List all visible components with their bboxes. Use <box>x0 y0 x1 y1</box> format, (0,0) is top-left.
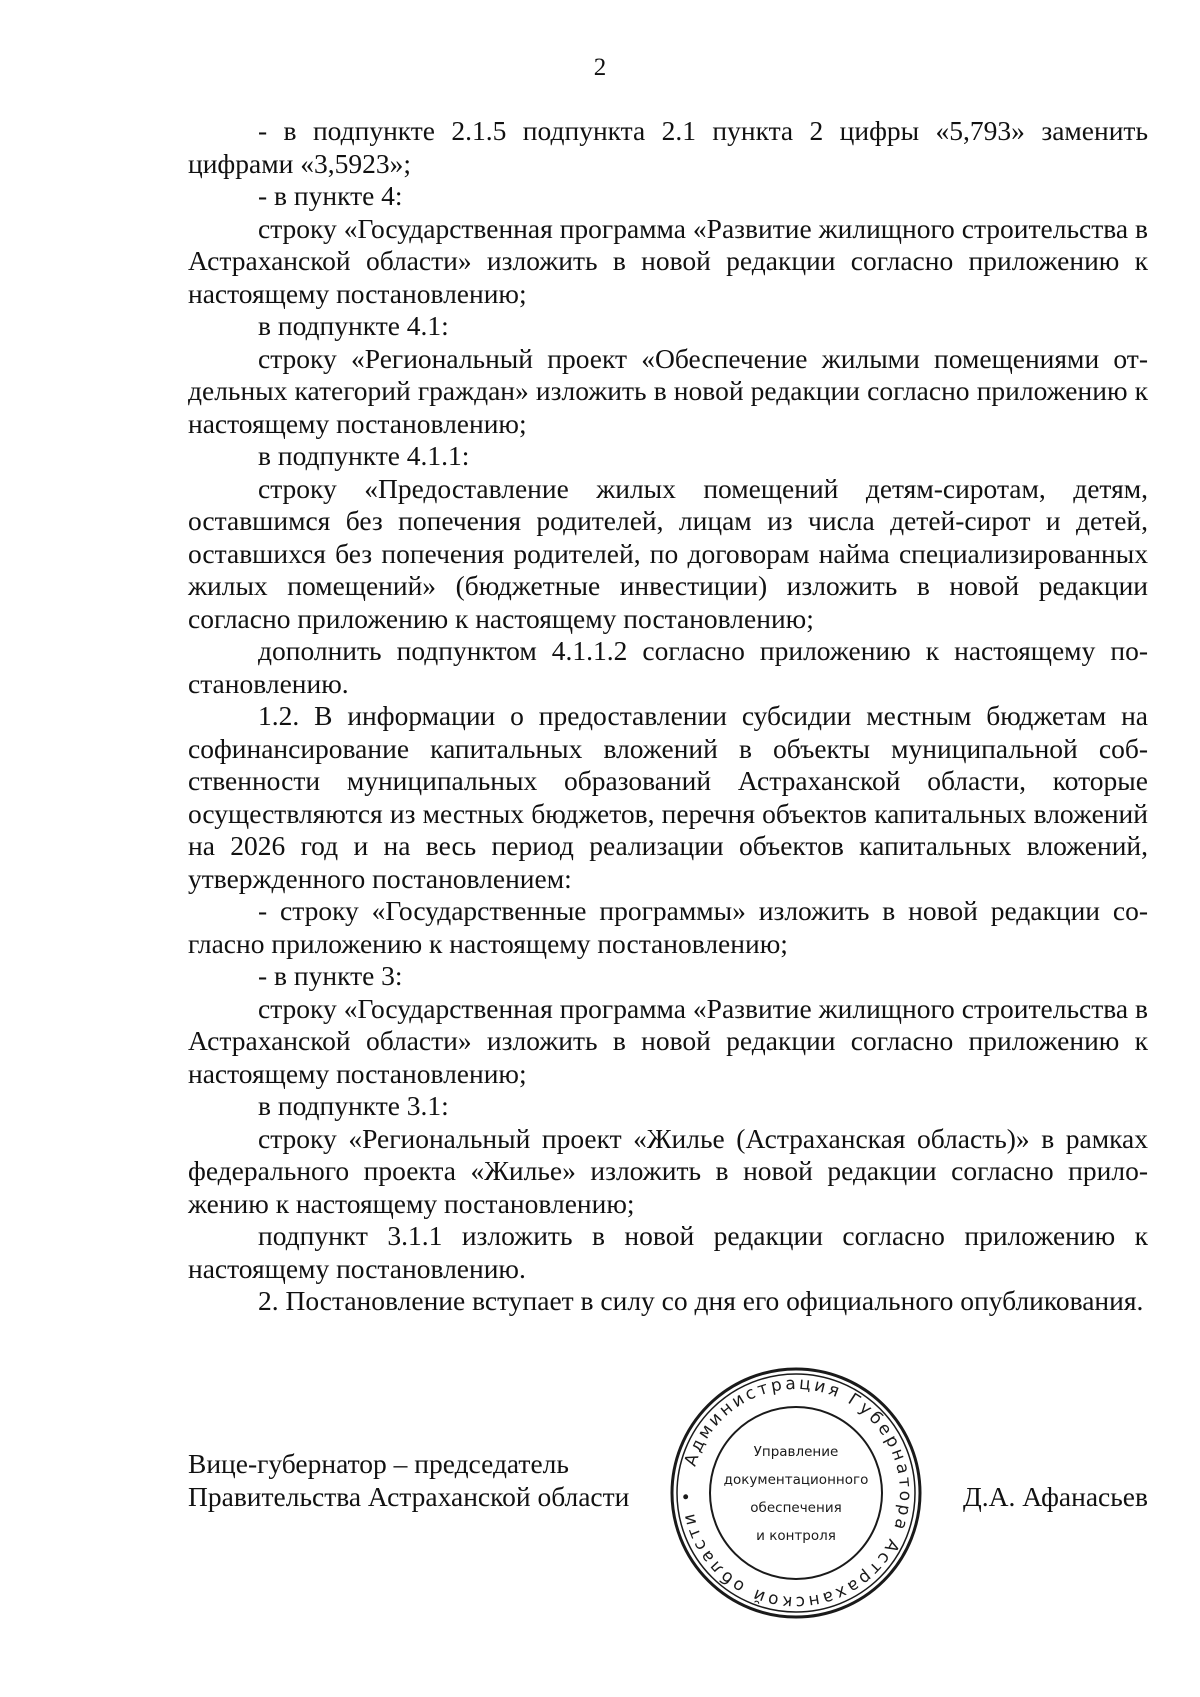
signatory-position-line: Вице-губернатор – председатель <box>188 1448 569 1479</box>
paragraph: - строку «Государственные программы» изложить в новой редакции согласно приложению к настоящему постановлению; <box>188 895 1148 959</box>
seal-center-text: и контроля <box>756 1528 836 1544</box>
paragraph: дополнить подпунктом 4.1.1.2 согласно приложению к настоящему постановлению. <box>188 635 1148 699</box>
paragraph: 2. Постановление вступает в силу со дня его официального опубликования. <box>258 1285 1144 1316</box>
signatory-position-line: Правительства Астраханской области <box>188 1481 630 1512</box>
page-number: 2 <box>593 54 607 81</box>
paragraph: - в пункте 3: <box>258 960 403 991</box>
paragraph: подпункт 3.1.1 изложить в новой редакции согласно приложению к настоящему постановлению. <box>188 1220 1148 1284</box>
seal-graphic <box>666 1363 926 1623</box>
seal-center-text: документационного <box>723 1472 869 1488</box>
paragraph: в подпункте 3.1: <box>258 1090 449 1121</box>
paragraph: строку «Государственная программа «Развитие жилищного строительства в Астраханской области» изложить в новой редакции согласно приложению к настоящему постановлению; <box>188 212 1148 309</box>
paragraph: в подпункте 4.1: <box>258 310 449 341</box>
seal-center-text: обеспечения <box>750 1500 842 1516</box>
signatory-name: Д.А. Афанасьев <box>963 1481 1148 1512</box>
signatory-position <box>188 1447 629 1513</box>
seal-ring-text: Администрация Губернатора Астраханской области • <box>676 1373 916 1613</box>
paragraph: строку «Предоставление жилых помещений детям-сиротам, детям, оставшимся без попечения родителей, лицам из числа детей-сирот и детей, оставшихся без попечения родителей, по договорам найма специализированных жилых помещений» (бюджетные инвестиции) изложить в новой редакции согласно приложению к настоящему постановлению; <box>188 472 1148 634</box>
paragraph: - в пункте 4: <box>258 180 403 211</box>
paragraph: 1.2. В информации о предоставлении субсидии местным бюджетам на софинансирование капитальных вложений в объекты муниципальной собственности муниципальных образований Астраханской области, которые осуществляются из местных бюджетов, перечня объектов капитальных вложений на 2026 год и на весь период реализации объектов капитальных вложений, утвержденного постановлением: <box>188 700 1148 894</box>
seal-inner-ring <box>710 1407 882 1579</box>
paragraph: строку «Региональный проект «Обеспечение жилыми помещениями отдельных категорий граждан» изложить в новой редакции согласно приложению к настоящему постановлению; <box>188 342 1148 439</box>
paragraph: строку «Государственная программа «Развитие жилищного строительства в Астраханской области» изложить в новой редакции согласно приложению к настоящему постановлению; <box>188 992 1148 1089</box>
paragraph: - в подпункте 2.1.5 подпункта 2.1 пункта 2 цифры «5,793» заменить цифрами «3,5923»; <box>188 115 1148 179</box>
paragraph: строку «Региональный проект «Жилье (Астраханская область)» в рамках федерального проекта «Жилье» изложить в новой редакции согласно приложению к настоящему постановлению; <box>188 1122 1148 1219</box>
document-body <box>188 115 1148 1318</box>
paragraph: в подпункте 4.1.1: <box>258 440 470 471</box>
official-seal <box>666 1363 926 1623</box>
seal-center-text: Управление <box>753 1444 839 1460</box>
